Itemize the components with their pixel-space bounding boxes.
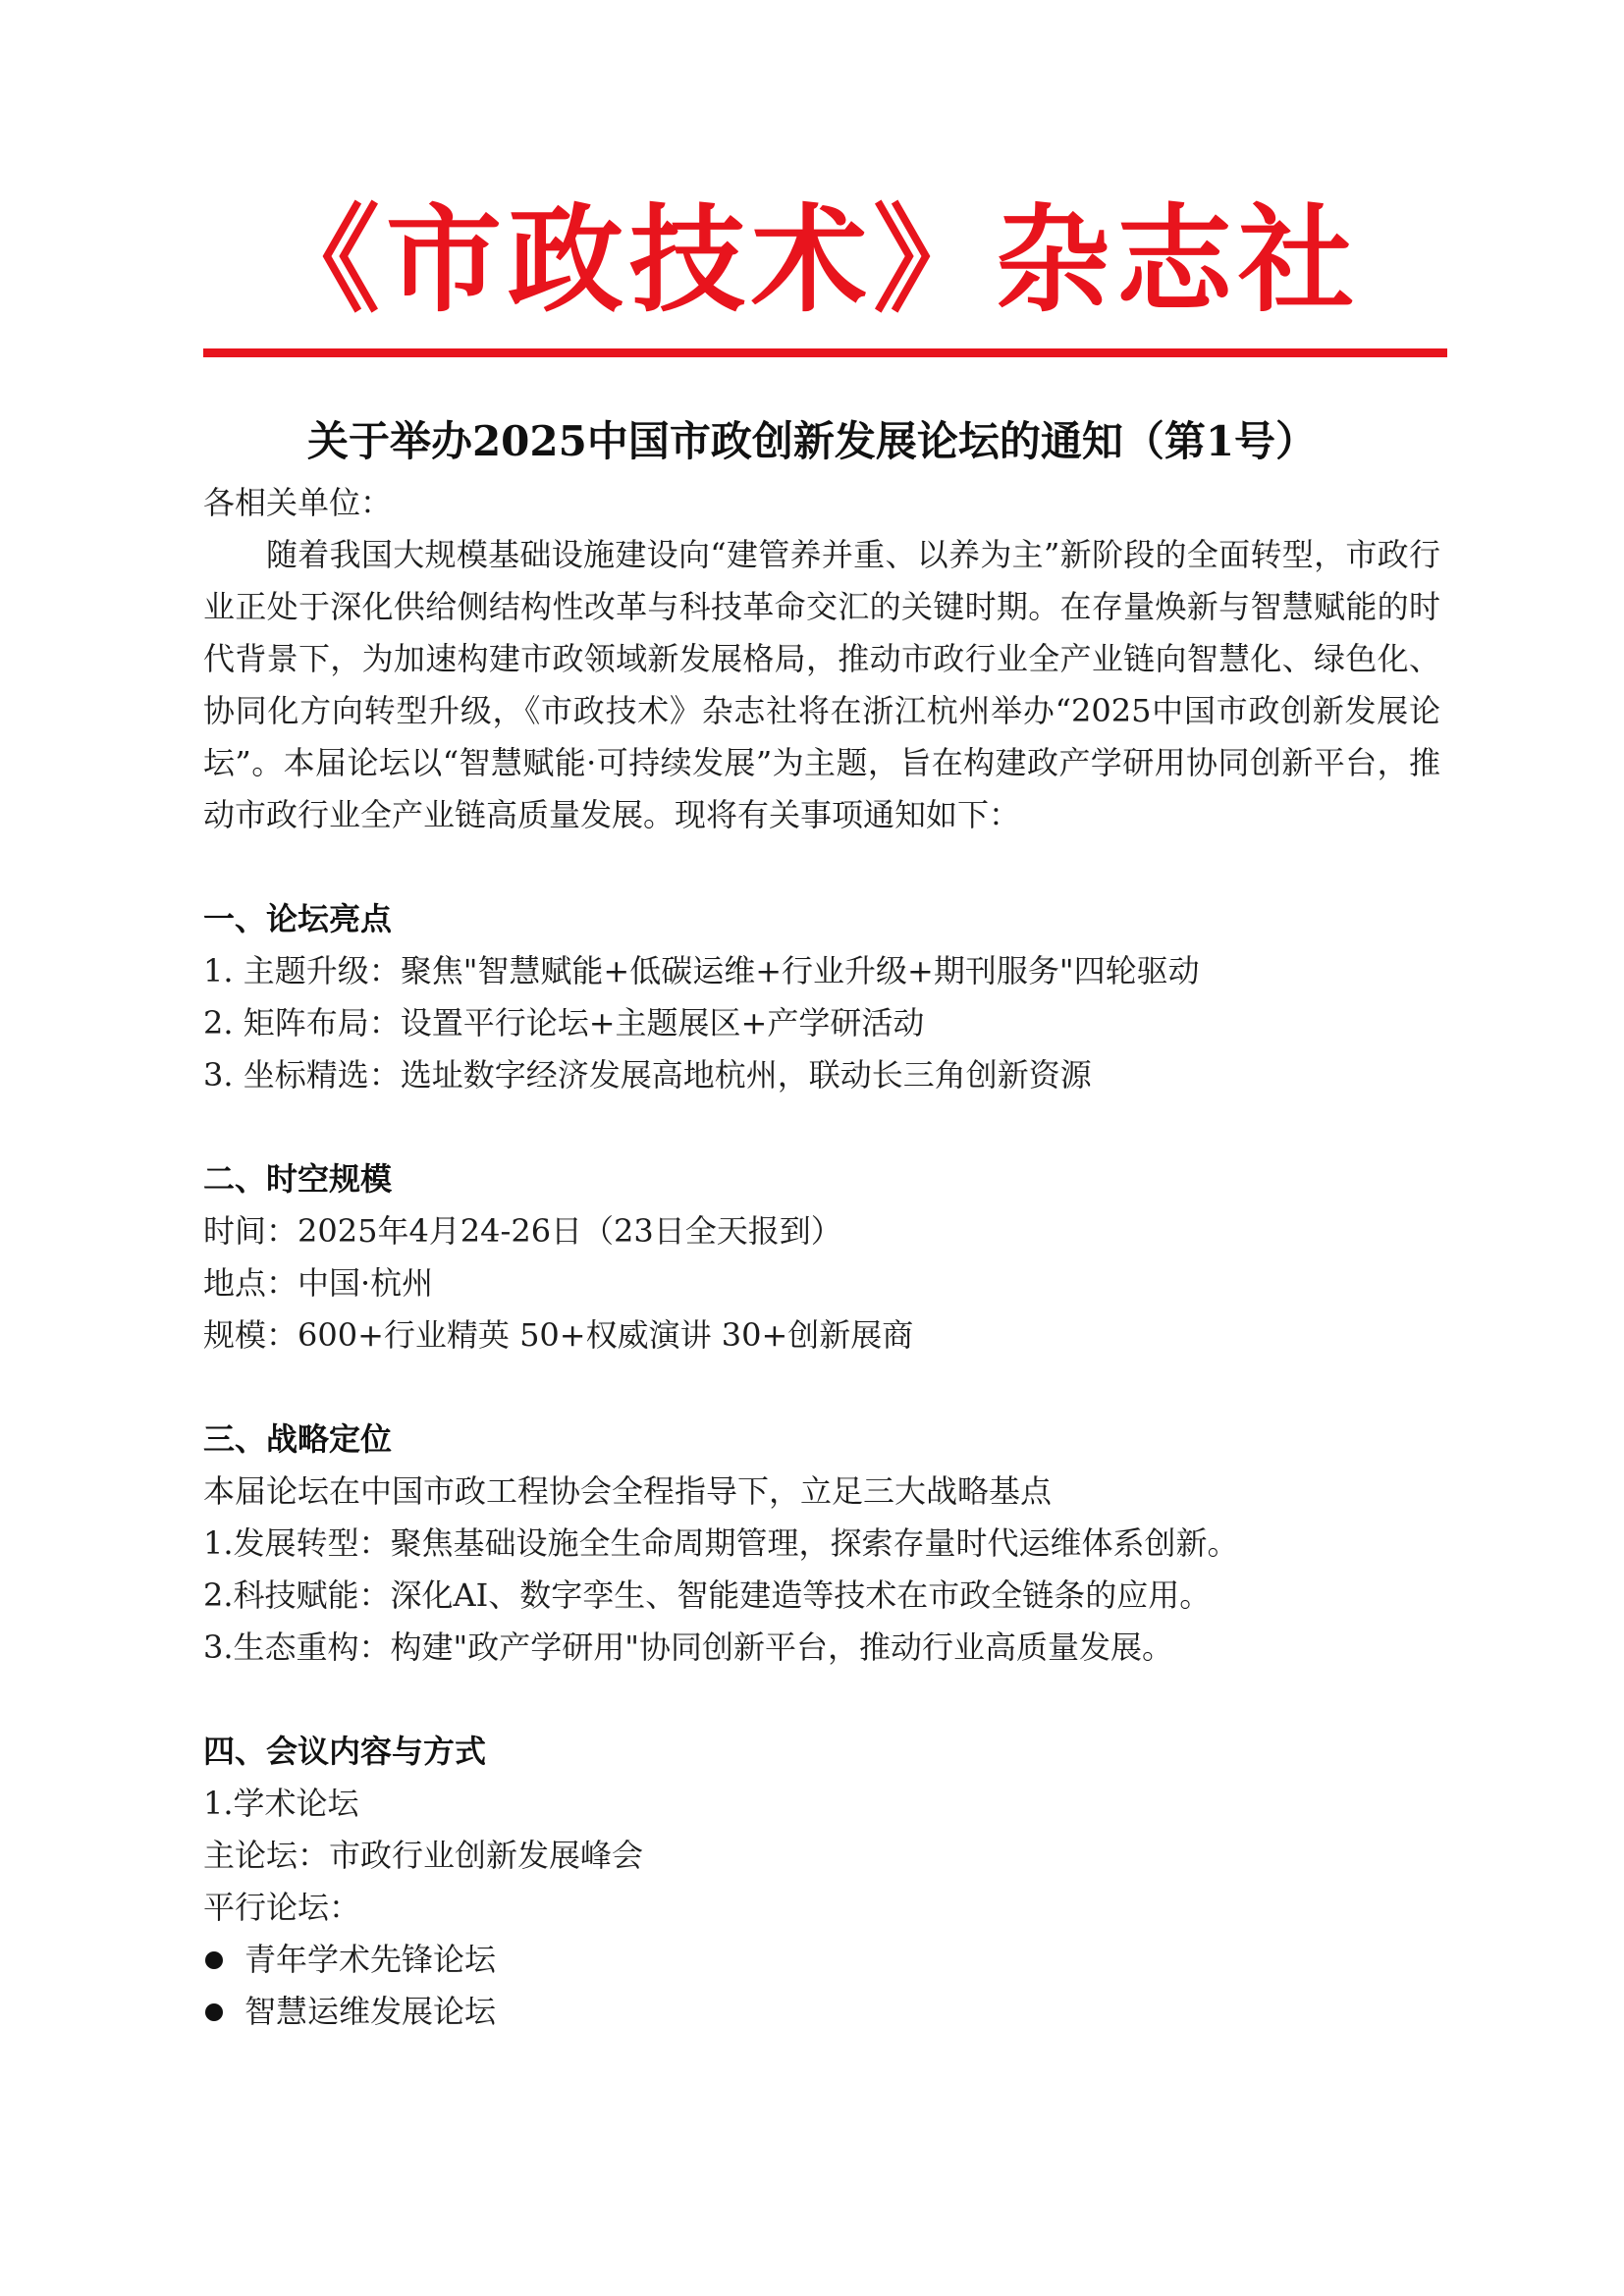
forum-list-item <box>203 1986 1440 2038</box>
salutation: 各相关单位： <box>203 484 393 521</box>
section-title-positioning: 三、战略定位 <box>203 1420 393 1458</box>
schedule-place: 地点：中国·杭州 <box>203 1264 434 1302</box>
masthead-divider <box>203 348 1447 357</box>
schedule-scale: 规模：600+行业精英 50+权威演讲 30+创新展商 <box>203 1316 914 1354</box>
content-line: 主论坛：市政行业创新发展峰会 <box>203 1837 644 1874</box>
content-line: 1.学术论坛 <box>203 1785 359 1822</box>
section-title-schedule: 二、时空规模 <box>203 1160 393 1198</box>
spacer <box>203 1674 1440 1726</box>
schedule-time: 时间：2025年4月24-26日（23日全天报到） <box>203 1212 842 1250</box>
spacer <box>203 841 1440 893</box>
section-title-content: 四、会议内容与方式 <box>203 1733 487 1770</box>
forum-name: 智慧运维发展论坛 <box>244 1993 497 2030</box>
intro-paragraph: 随着我国大规模基础设施建设向“建管养并重、以养为主”新阶段的全面转型，市政行业正处于深化供给侧结构性改革与科技革命交汇的关键时期。在存量焕新与智慧赋能的时代背景下，为加速构建市政领域新发展格局，推动市政行业全产业链向智慧化、绿色化、协同化方向转型升级，《市政技术》杂志社将在浙江杭州举办“2025中国市政创新发展论坛”。本届论坛以“智慧赋能·可持续发展”为主题，旨在构建政产学研用协同创新平台，推动市政行业全产业链高质量发展。现将有关事项通知如下： <box>203 536 1440 833</box>
masthead: 《市政技术》杂志社 <box>263 191 1360 328</box>
content-line: 平行论坛： <box>203 1889 361 1926</box>
positioning-line: 1.发展转型：聚焦基础设施全生命周期管理，探索存量时代运维体系创新。 <box>203 1524 1239 1562</box>
bullet-icon <box>205 2003 223 2021</box>
positioning-line: 本届论坛在中国市政工程协会全程指导下，立足三大战略基点 <box>203 1472 1053 1510</box>
highlight-item: 3. 坐标精选：选址数字经济发展高地杭州，联动长三角创新资源 <box>203 1056 1092 1094</box>
section-title-highlights: 一、论坛亮点 <box>203 900 393 937</box>
document-body <box>203 477 1440 2038</box>
document-title: 关于举办2025中国市政创新发展论坛的通知（第1号） <box>306 417 1318 465</box>
forum-list-item <box>203 1934 1440 1986</box>
positioning-line: 2.科技赋能：深化AI、数字孪生、智能建造等技术在市政全链条的应用。 <box>203 1576 1212 1614</box>
forum-name: 青年学术先锋论坛 <box>244 1941 497 1978</box>
highlight-item: 2. 矩阵布局：设置平行论坛+主题展区+产学研活动 <box>203 1004 925 1041</box>
highlight-item: 1. 主题升级：聚焦"智慧赋能+低碳运维+行业升级+期刊服务"四轮驱动 <box>203 952 1200 989</box>
spacer <box>203 1362 1440 1414</box>
bullet-icon <box>205 1951 223 1969</box>
positioning-line: 3.生态重构：构建"政产学研用"协同创新平台，推动行业高质量发展。 <box>203 1629 1173 1666</box>
spacer <box>203 1101 1440 1153</box>
